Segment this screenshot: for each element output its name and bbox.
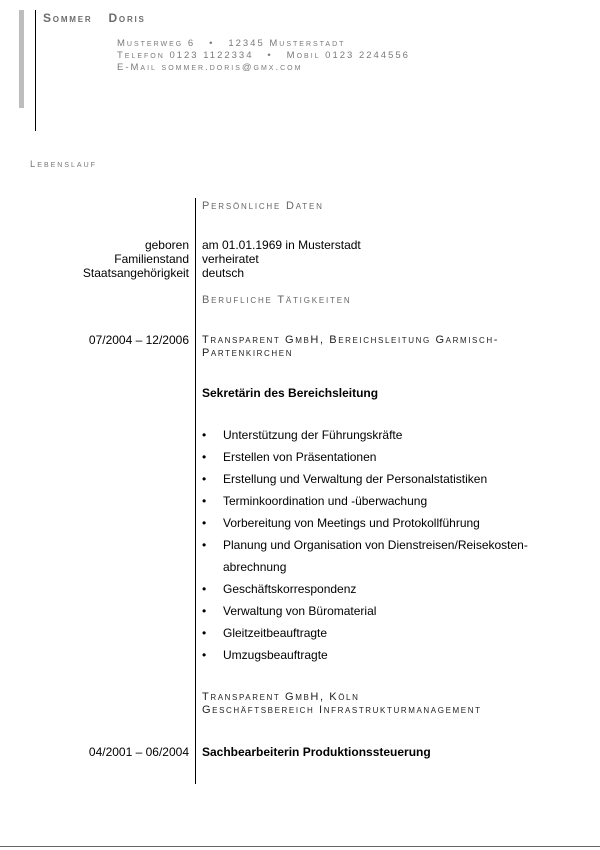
- duties-list: [202, 424, 528, 666]
- value-born: am 01.01.1969 in Musterstadt: [202, 238, 361, 252]
- phone-line: Telefon 0123 1122334 • Mobil 0123 2244556: [117, 50, 410, 61]
- company-entry-1: [202, 334, 499, 360]
- company-entry-1-line-1: Transparent GmbH, Bereichsleitung Garmisch-: [202, 334, 500, 346]
- label-born: geboren: [144, 238, 189, 252]
- heading-career: Berufliche Tätigkeiten: [202, 294, 352, 306]
- value-nationality: deutsch: [202, 266, 245, 280]
- value-marital-status: verheiratet: [202, 252, 259, 266]
- list-item: • Umzugsbeauftragte: [202, 644, 528, 666]
- applicant-name: [43, 11, 162, 25]
- role-entry-1: Sekretärin des Bereichsleitung: [202, 386, 379, 400]
- list-item: • Planung und Organisation von Dienstreisen/Reisekosten-: [202, 534, 528, 556]
- address-line: Musterweg 6 • 12345 Musterstadt: [117, 38, 346, 49]
- list-item-continuation: abrechnung: [223, 560, 287, 574]
- header-divider-line: [35, 10, 36, 131]
- period-entry-1: 07/2004 – 12/2006: [88, 333, 189, 347]
- company-entry-2-line-1: Transparent GmbH, Köln: [202, 691, 360, 703]
- contact-block: [117, 38, 410, 74]
- label-marital-status: Familienstand: [114, 252, 189, 266]
- company-entry-2-line-2: Geschäftsbereich Infrastrukturmanagement: [202, 704, 482, 716]
- list-item: • Gleitzeitbeauftragte: [202, 622, 528, 644]
- list-item: • Verwaltung von Büromaterial: [202, 600, 528, 622]
- heading-personal-data: Persönliche Daten: [202, 200, 324, 212]
- section-label-cv: Lebenslauf: [30, 159, 97, 170]
- company-entry-2: [202, 691, 482, 717]
- list-item: • Erstellung und Verwaltung der Personalstatistiken: [202, 468, 528, 490]
- email-line: E-Mail sommer.doris@gmx.com: [117, 62, 303, 73]
- page-bottom-rule: [0, 846, 600, 847]
- role-entry-2: Sachbearbeiterin Produktionssteuerung: [202, 745, 431, 759]
- firstname: Doris: [108, 11, 146, 25]
- timeline-divider: [195, 198, 196, 784]
- label-nationality: Staatsangehörigkeit: [82, 266, 189, 280]
- list-item: • Unterstützung der Führungskräfte: [202, 424, 528, 446]
- list-item: • Vorbereitung von Meetings und Protokollführung: [202, 512, 528, 534]
- surname: Sommer: [43, 11, 93, 25]
- list-item: • Erstellen von Präsentationen: [202, 446, 528, 468]
- list-item: • Terminkoordination und -überwachung: [202, 490, 528, 512]
- period-entry-2: 04/2001 – 06/2004: [88, 745, 189, 759]
- list-item: • Geschäftskorrespondenz: [202, 578, 528, 600]
- header-accent-bar: [19, 10, 24, 108]
- company-entry-1-line-2: Partenkirchen: [202, 347, 294, 359]
